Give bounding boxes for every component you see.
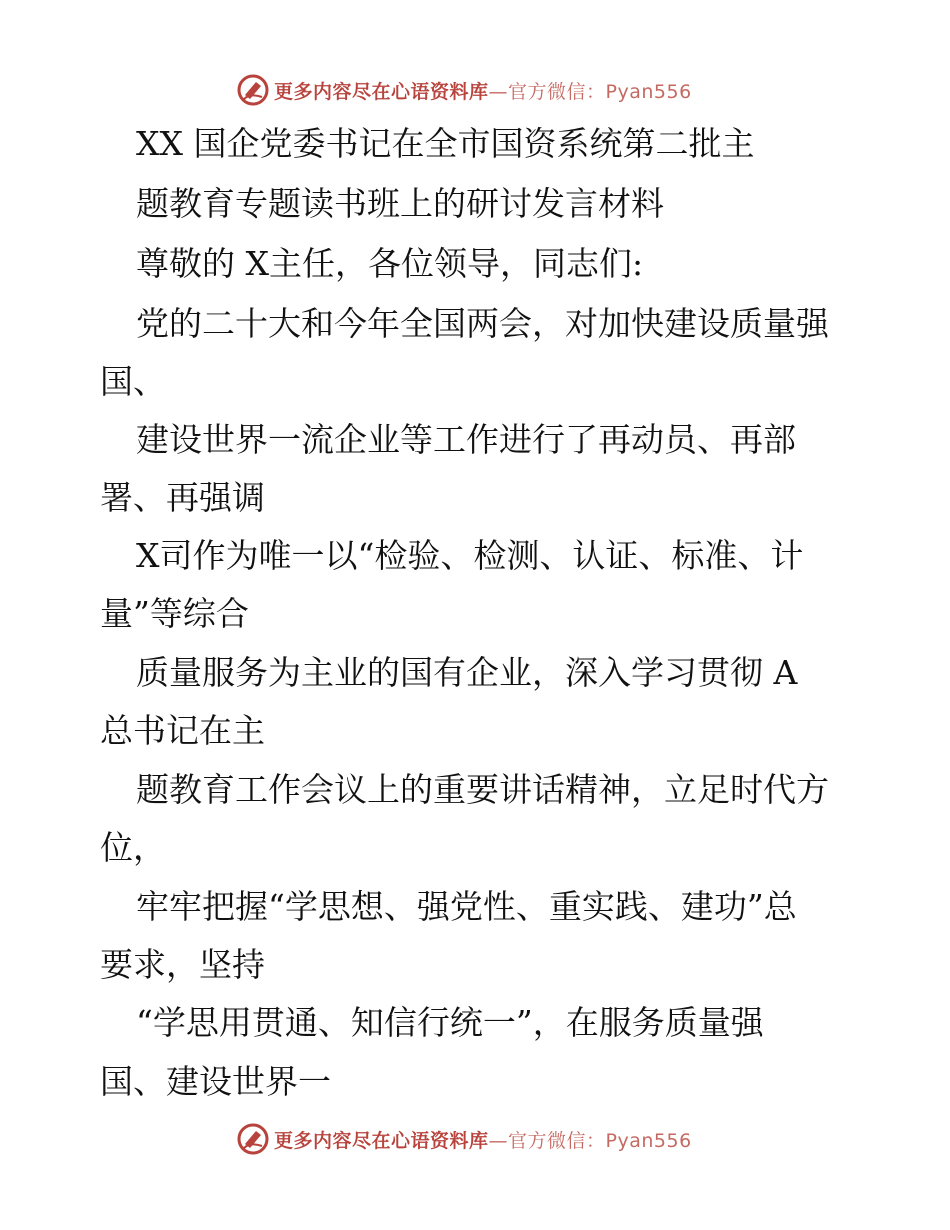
doc-paragraph-line: 国、 bbox=[100, 362, 166, 401]
doc-paragraph-line: “学思用贯通、知信行统一”，在服务质量强 bbox=[136, 1003, 764, 1042]
doc-salutation: 尊敬的 X主任，各位领导，同志们: bbox=[136, 244, 644, 283]
doc-title-line-2: 题教育专题读书班上的研讨发言材料 bbox=[136, 184, 664, 223]
doc-paragraph-line: 质量服务为主业的国有企业，深入学习贯彻 A bbox=[136, 653, 798, 692]
footer-brand: 更多内容尽在心语资料库 bbox=[274, 1129, 489, 1152]
brand-logo-icon bbox=[236, 1122, 270, 1156]
doc-paragraph-line: X司作为唯一以“检验、检测、认证、标准、计 bbox=[136, 536, 804, 575]
doc-paragraph-line: 量”等综合 bbox=[100, 594, 249, 633]
header-brand: 更多内容尽在心语资料库 bbox=[274, 80, 489, 103]
footer-banner-text bbox=[274, 1126, 692, 1153]
footer-banner bbox=[236, 1121, 692, 1157]
header-wechat: —官方微信：Pyan556 bbox=[488, 80, 692, 103]
doc-paragraph-line: 牢牢把握“学思想、强党性、重实践、建功”总 bbox=[136, 887, 797, 926]
doc-paragraph-line: 署、再强调 bbox=[100, 478, 265, 517]
brand-logo-icon bbox=[236, 73, 270, 107]
doc-paragraph-line: 党的二十大和今年全国两会，对加快建设质量强 bbox=[136, 304, 829, 343]
doc-paragraph-line: 国、建设世界一 bbox=[100, 1062, 331, 1101]
header-banner bbox=[236, 72, 692, 108]
doc-paragraph-line: 要求，坚持 bbox=[100, 945, 265, 984]
doc-paragraph-line: 总书记在主 bbox=[100, 711, 265, 750]
doc-title-line-1: XX 国企党委书记在全市国资系统第二批主 bbox=[136, 124, 755, 163]
footer-wechat: —官方微信：Pyan556 bbox=[488, 1129, 692, 1152]
doc-paragraph-line: 建设世界一流企业等工作进行了再动员、再部 bbox=[136, 420, 796, 459]
doc-paragraph-line: 题教育工作会议上的重要讲话精神，立足时代方 bbox=[136, 770, 829, 809]
doc-paragraph-line: 位， bbox=[100, 828, 166, 867]
header-banner-text bbox=[274, 77, 692, 104]
